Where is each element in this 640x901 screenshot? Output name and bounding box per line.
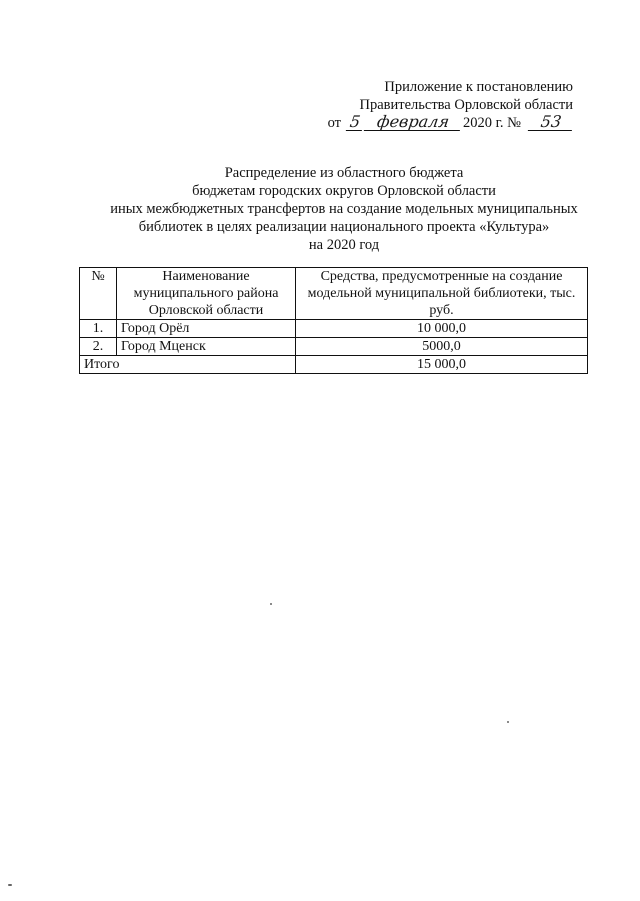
table-total-row bbox=[80, 356, 588, 374]
allocation-table bbox=[79, 267, 588, 374]
row-num: 1. bbox=[80, 320, 117, 338]
scan-speck bbox=[507, 721, 509, 723]
table-row bbox=[80, 338, 588, 356]
total-label: Итого bbox=[80, 356, 296, 374]
title-line-2: бюджетам городских округов Орловской области bbox=[192, 183, 496, 199]
date-year: 2020 г. № bbox=[462, 115, 521, 131]
document-title bbox=[98, 164, 590, 254]
appendix-line-2: Правительства Орловской области bbox=[359, 97, 573, 113]
appendix-header bbox=[326, 78, 573, 132]
title-line-4: библиотек в целях реализации национального проекта «Культура» bbox=[138, 219, 550, 235]
scan-speck bbox=[8, 884, 12, 886]
date-prefix: от bbox=[327, 115, 341, 131]
row-num: 2. bbox=[80, 338, 117, 356]
total-sum: 15 000,0 bbox=[296, 356, 588, 374]
row-name: Город Орёл bbox=[117, 320, 296, 338]
appendix-line-1: Приложение к постановлению bbox=[384, 79, 573, 95]
table-row bbox=[80, 320, 588, 338]
title-line-3: иных межбюджетных трансфертов на создание модельных муниципальных bbox=[110, 201, 578, 217]
row-sum: 10 000,0 bbox=[296, 320, 588, 338]
title-line-1: Распределение из областного бюджета bbox=[224, 165, 464, 181]
title-line-5: на 2020 год bbox=[308, 237, 380, 253]
handwritten-day: 5 bbox=[346, 114, 364, 131]
table-header-row bbox=[80, 268, 588, 320]
handwritten-doc-number: 53 bbox=[528, 114, 574, 131]
scan-speck bbox=[270, 603, 272, 605]
header-num: № bbox=[80, 268, 117, 320]
row-sum: 5000,0 bbox=[296, 338, 588, 356]
row-name: Город Мценск bbox=[117, 338, 296, 356]
appendix-date-line bbox=[326, 114, 573, 132]
header-sum: Средства, предусмотренные на создание модельной муниципальной библиотеки, тыс. руб. bbox=[296, 268, 588, 320]
handwritten-month: февраля bbox=[364, 114, 462, 131]
header-name: Наименование муниципального района Орловской области bbox=[117, 268, 296, 320]
